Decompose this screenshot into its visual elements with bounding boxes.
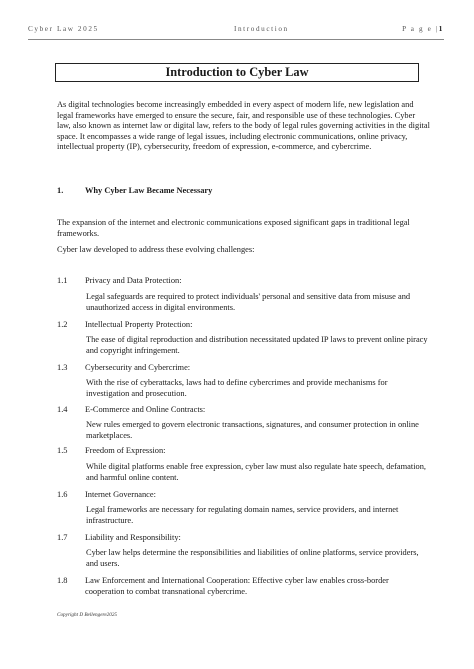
item-number: 1.7 — [57, 533, 68, 542]
item-body: Legal safeguards are required to protect individuals' personal and sensitive data from misuse and unauthorized access in digital environments. — [86, 292, 411, 312]
header-divider — [28, 39, 444, 40]
item-heading: Liability and Responsibility: — [85, 533, 181, 542]
page-label: P a g e | — [402, 25, 439, 33]
item-heading: Privacy and Data Protection: — [85, 276, 182, 285]
item-number: 1.3 — [57, 363, 68, 372]
section-paragraph-1: The expansion of the internet and electronic communications exposed significant gaps in traditional legal frameworks. — [57, 218, 410, 238]
item-number: 1.6 — [57, 490, 68, 499]
page-header — [28, 25, 444, 39]
section-heading — [57, 186, 212, 195]
item-heading: Internet Governance: — [85, 490, 156, 499]
page-title: Introduction to Cyber Law — [55, 63, 419, 82]
item-body: With the rise of cyberattacks, laws had to define cybercrimes and provide mechanisms for investigation and prosecution. — [86, 378, 388, 398]
item-number: 1.4 — [57, 405, 68, 414]
section-title: Why Cyber Law Became Necessary — [85, 186, 213, 195]
item-body: While digital platforms enable free expression, cyber law must also regulate hate speech, defamation, and harmful online content. — [86, 462, 426, 482]
item-heading: Cybersecurity and Cybercrime: — [85, 363, 191, 372]
item-heading: Freedom of Expression: — [85, 446, 166, 455]
item-body: The ease of digital reproduction and distribution necessitated updated IP laws to prevent online piracy and copyright infringement. — [86, 335, 428, 355]
item-number: 1.8 — [57, 576, 68, 585]
header-doc-title: Cyber Law 2025 — [28, 25, 99, 33]
header-section-name: Introduction — [234, 25, 289, 33]
item-body: Cyber law helps determine the responsibilities and liabilities of online platforms, service providers, and users. — [86, 548, 419, 568]
header-page-number — [402, 25, 444, 33]
item-number: 1.1 — [57, 276, 68, 285]
section-paragraph-2: Cyber law developed to address these evolving challenges: — [57, 245, 255, 254]
item-heading: Intellectual Property Protection: — [85, 320, 193, 329]
item-number: 1.5 — [57, 446, 68, 455]
item-heading: Law Enforcement and International Cooperation: Effective cyber law enables cross-border cooperation to combat transnational cybercrime. — [85, 576, 389, 596]
page-number: 1 — [438, 25, 444, 33]
item-number: 1.2 — [57, 320, 68, 329]
item-body: New rules emerged to govern electronic transactions, signatures, and consumer protection in online marketplaces. — [86, 420, 419, 440]
section-number: 1. — [57, 186, 64, 195]
list-item — [57, 576, 430, 598]
item-body: Legal frameworks are necessary for regulating domain names, service providers, and internet infrastructure. — [86, 505, 399, 525]
copyright-footer: Copyright D Bellengere2025 — [57, 612, 118, 618]
item-heading: E-Commerce and Online Contracts: — [85, 405, 206, 414]
intro-paragraph: As digital technologies become increasingly embedded in every aspect of modern life, new legislation and legal frameworks have emerged to ensure the secure, fair, and responsible use of these technologies. Cyber law, also known as internet law or digital law, refers to the body of legal rules governing activities in the digital space. It encompasses a wide range of legal issues, including electronic communications, online privacy, intellectual property (IP), cybersecurity, freedom of expression, e-commerce, and cybercrime. — [57, 100, 430, 152]
